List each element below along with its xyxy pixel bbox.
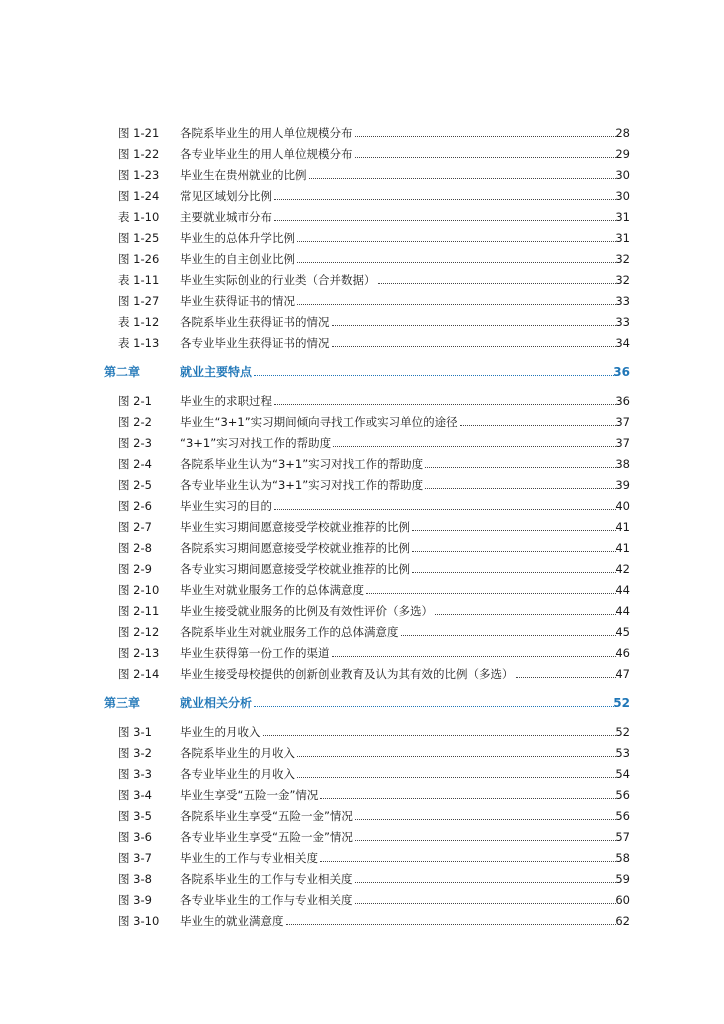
toc-entry-row[interactable]: [0, 391, 724, 412]
entry-title-line: [180, 911, 616, 932]
page-number: 34: [615, 336, 630, 350]
figure-label: 图 2-6: [118, 499, 152, 513]
page-number: 56: [615, 788, 630, 802]
toc-entry-row[interactable]: [0, 580, 724, 601]
entry-title: 各院系毕业生的月收入: [180, 746, 295, 760]
entry-title: 各院系毕业生的工作与专业相关度: [180, 872, 353, 886]
entry-title-line: [180, 690, 616, 716]
chapter-title: 就业相关分析: [180, 696, 253, 710]
toc-entry-row[interactable]: [0, 827, 724, 848]
dot-leader: [460, 425, 616, 426]
entry-title-line: [180, 359, 616, 385]
page-number: 52: [615, 725, 630, 739]
figure-label: 表 1-10: [118, 210, 160, 224]
page-number: 32: [615, 273, 630, 287]
entry-title-line: [180, 743, 616, 764]
entry-title: 各院系毕业生获得证书的情况: [180, 315, 330, 329]
entry-title-line: [180, 228, 616, 249]
page-number: 54: [615, 767, 630, 781]
entry-title-line: [180, 249, 616, 270]
page-number: 44: [615, 604, 630, 618]
dot-leader: [412, 572, 616, 573]
dot-leader: [320, 798, 616, 799]
dot-leader: [412, 551, 616, 552]
entry-title: 毕业生接受母校提供的创新创业教育及认为其有效的比例（多选）: [180, 667, 514, 681]
dot-leader: [355, 840, 616, 841]
dot-leader: [297, 241, 616, 242]
entry-title-line: [180, 165, 616, 186]
figure-label: 图 2-3: [118, 436, 152, 450]
figure-label: 图 2-11: [118, 604, 160, 618]
toc-chapter-row[interactable]: [0, 690, 724, 716]
figure-label: 图 3-9: [118, 893, 152, 907]
figure-label: 图 3-1: [118, 725, 152, 739]
entry-title-line: [180, 433, 616, 454]
entry-title-line: [180, 827, 616, 848]
toc-entry-row[interactable]: [0, 186, 724, 207]
page-number: 44: [615, 583, 630, 597]
entry-title-line: [180, 312, 616, 333]
figure-label: 图 3-2: [118, 746, 152, 760]
figure-label: 图 1-26: [118, 252, 160, 266]
entry-title: 各专业毕业生享受“五险一金”情况: [180, 830, 353, 844]
page-number: 40: [615, 499, 630, 513]
entry-title: 毕业生的工作与专业相关度: [180, 851, 318, 865]
page-number: 36: [613, 365, 630, 379]
figure-label: 图 3-5: [118, 809, 152, 823]
dot-leader: [309, 178, 617, 179]
entry-title-line: [180, 207, 616, 228]
entry-title: 各专业毕业生认为“3+1”实习对找工作的帮助度: [180, 478, 424, 492]
entry-title-line: [180, 517, 616, 538]
entry-title-line: [180, 764, 616, 785]
figure-label: 表 1-13: [118, 336, 160, 350]
dot-leader: [333, 446, 616, 447]
entry-title: 各院系毕业生对就业服务工作的总体满意度: [180, 625, 399, 639]
page-number: 31: [615, 231, 630, 245]
page-number: 37: [615, 415, 630, 429]
entry-title-line: [180, 144, 616, 165]
entry-title: 各院系毕业生的用人单位规模分布: [180, 126, 353, 140]
dot-leader: [435, 614, 616, 615]
figure-label: 图 2-5: [118, 478, 152, 492]
page-number: 47: [615, 667, 630, 681]
toc-entry-row[interactable]: [0, 412, 724, 433]
dot-leader: [425, 467, 616, 468]
dot-leader: [286, 924, 617, 925]
toc-chapter-row[interactable]: [0, 359, 724, 385]
toc-entry-row[interactable]: [0, 869, 724, 890]
dot-leader: [320, 861, 616, 862]
figure-label: 图 2-1: [118, 394, 152, 408]
entry-title: 主要就业城市分布: [180, 210, 272, 224]
entry-title: 毕业生的总体升学比例: [180, 231, 295, 245]
entry-title-line: [180, 722, 616, 743]
entry-title-line: [180, 580, 616, 601]
page-number: 30: [615, 189, 630, 203]
figure-label: 图 2-4: [118, 457, 152, 471]
entry-title-line: [180, 291, 616, 312]
dot-leader: [274, 199, 616, 200]
figure-label: 图 1-23: [118, 168, 160, 182]
page-number: 37: [615, 436, 630, 450]
dot-leader: [355, 136, 617, 137]
page-number: 57: [615, 830, 630, 844]
entry-title-line: [180, 454, 616, 475]
figure-label: 图 3-10: [118, 914, 160, 928]
page-number: 42: [615, 562, 630, 576]
toc-entry-row[interactable]: [0, 291, 724, 312]
toc-entry-row[interactable]: [0, 911, 724, 932]
toc-entry-row[interactable]: [0, 806, 724, 827]
dot-leader: [378, 283, 617, 284]
figure-label: 图 1-24: [118, 189, 160, 203]
entry-title: 常见区域划分比例: [180, 189, 272, 203]
figure-label: 图 1-22: [118, 147, 160, 161]
page-number: 28: [615, 126, 630, 140]
entry-title: 毕业生的自主创业比例: [180, 252, 295, 266]
page-number: 59: [615, 872, 630, 886]
dot-leader: [332, 346, 617, 347]
toc-entry-row[interactable]: [0, 722, 724, 743]
entry-title-line: [180, 496, 616, 517]
entry-title-line: [180, 475, 616, 496]
chapter-label: 第二章: [104, 365, 141, 379]
entry-title: 毕业生接受就业服务的比例及有效性评价（多选）: [180, 604, 433, 618]
toc-entry-row[interactable]: [0, 643, 724, 664]
dot-leader: [274, 220, 616, 221]
entry-title: 毕业生对就业服务工作的总体满意度: [180, 583, 364, 597]
entry-title: 各专业毕业生的月收入: [180, 767, 295, 781]
toc-entry-row[interactable]: [0, 538, 724, 559]
entry-title-line: [180, 123, 616, 144]
entry-title-line: [180, 869, 616, 890]
chapter-label: 第三章: [104, 696, 141, 710]
page-number: 33: [615, 294, 630, 308]
figure-label: 图 2-2: [118, 415, 152, 429]
figure-label: 表 1-12: [118, 315, 160, 329]
dot-leader: [297, 777, 616, 778]
figure-label: 图 1-25: [118, 231, 160, 245]
page-number: 32: [615, 252, 630, 266]
dot-leader: [274, 404, 616, 405]
entry-title: 毕业生的月收入: [180, 725, 261, 739]
entry-title: 毕业生在贵州就业的比例: [180, 168, 307, 182]
figure-label: 图 2-12: [118, 625, 160, 639]
page-number: 60: [615, 893, 630, 907]
dot-leader: [254, 706, 616, 707]
toc-entry-row[interactable]: [0, 270, 724, 291]
toc-entry-row[interactable]: [0, 622, 724, 643]
entry-title-line: [180, 848, 616, 869]
dot-leader: [332, 656, 617, 657]
toc-entry-row[interactable]: [0, 207, 724, 228]
dot-leader: [401, 635, 617, 636]
dot-leader: [263, 735, 617, 736]
entry-title-line: [180, 538, 616, 559]
toc-entry-row[interactable]: [0, 890, 724, 911]
entry-title-line: [180, 559, 616, 580]
toc-entry-row[interactable]: [0, 664, 724, 685]
dot-leader: [366, 593, 616, 594]
entry-title-line: [180, 622, 616, 643]
dot-leader: [297, 756, 616, 757]
figure-label: 图 2-8: [118, 541, 152, 555]
figure-label: 图 3-3: [118, 767, 152, 781]
entry-title: 各院系毕业生认为“3+1”实习对找工作的帮助度: [180, 457, 424, 471]
toc-entry-row[interactable]: [0, 785, 724, 806]
entry-title: 毕业生的就业满意度: [180, 914, 284, 928]
figure-label: 图 1-21: [118, 126, 160, 140]
entry-title: “3+1”实习对找工作的帮助度: [180, 436, 332, 450]
entry-title: 各院系实习期间愿意接受学校就业推荐的比例: [180, 541, 410, 555]
page-number: 36: [615, 394, 630, 408]
figure-label: 图 3-7: [118, 851, 152, 865]
entry-title: 各专业实习期间愿意接受学校就业推荐的比例: [180, 562, 410, 576]
chapter-title: 就业主要特点: [180, 365, 253, 379]
entry-title-line: [180, 806, 616, 827]
entry-title: 各院系毕业生享受“五险一金”情况: [180, 809, 353, 823]
entry-title: 毕业生实习期间愿意接受学校就业推荐的比例: [180, 520, 410, 534]
entry-title-line: [180, 391, 616, 412]
toc-entry-row[interactable]: [0, 312, 724, 333]
entry-title: 毕业生实际创业的行业类（合并数据）: [180, 273, 376, 287]
entry-title: 各专业毕业生的用人单位规模分布: [180, 147, 353, 161]
dot-leader: [355, 819, 616, 820]
entry-title: 毕业生实习的目的: [180, 499, 272, 513]
entry-title-line: [180, 664, 616, 685]
figure-label: 图 3-8: [118, 872, 152, 886]
entry-title-line: [180, 643, 616, 664]
page-number: 39: [615, 478, 630, 492]
page-number: 33: [615, 315, 630, 329]
toc-entry-row[interactable]: [0, 517, 724, 538]
toc-entry-row[interactable]: [0, 743, 724, 764]
dot-leader: [254, 375, 616, 376]
entry-title: 各专业毕业生的工作与专业相关度: [180, 893, 353, 907]
entry-title: 毕业生获得证书的情况: [180, 294, 295, 308]
toc-entry-row[interactable]: [0, 848, 724, 869]
toc-entry-row[interactable]: [0, 333, 724, 354]
entry-title-line: [180, 890, 616, 911]
entry-title-line: [180, 270, 616, 291]
table-of-contents: [0, 123, 724, 932]
page-number: 29: [615, 147, 630, 161]
dot-leader: [355, 157, 617, 158]
dot-leader: [332, 325, 617, 326]
toc-entry-row[interactable]: [0, 123, 724, 144]
entry-title-line: [180, 412, 616, 433]
entry-title-line: [180, 186, 616, 207]
page-number: 58: [615, 851, 630, 865]
toc-entry-row[interactable]: [0, 454, 724, 475]
figure-label: 图 2-9: [118, 562, 152, 576]
entry-title: 毕业生的求职过程: [180, 394, 272, 408]
toc-entry-row[interactable]: [0, 228, 724, 249]
dot-leader: [355, 903, 617, 904]
page-number: 56: [615, 809, 630, 823]
toc-entry-row[interactable]: [0, 144, 724, 165]
dot-leader: [412, 530, 616, 531]
dot-leader: [274, 509, 616, 510]
entry-title-line: [180, 785, 616, 806]
dot-leader: [297, 304, 616, 305]
figure-label: 图 2-13: [118, 646, 160, 660]
toc-entry-row[interactable]: [0, 165, 724, 186]
toc-entry-row[interactable]: [0, 764, 724, 785]
entry-title: 毕业生“3+1”实习期间倾向寻找工作或实习单位的途径: [180, 415, 458, 429]
dot-leader: [425, 488, 616, 489]
entry-title: 毕业生获得第一份工作的渠道: [180, 646, 330, 660]
toc-entry-row[interactable]: [0, 475, 724, 496]
toc-entry-row[interactable]: [0, 601, 724, 622]
toc-entry-row[interactable]: [0, 249, 724, 270]
entry-title-line: [180, 333, 616, 354]
figure-label: 表 1-11: [118, 273, 160, 287]
entry-title: 毕业生享受“五险一金”情况: [180, 788, 319, 802]
page-number: 46: [615, 646, 630, 660]
figure-label: 图 1-27: [118, 294, 160, 308]
page-number: 31: [615, 210, 630, 224]
entry-title-line: [180, 601, 616, 622]
page-number: 62: [615, 914, 630, 928]
page-number: 38: [615, 457, 630, 471]
toc-entry-row[interactable]: [0, 559, 724, 580]
dot-leader: [297, 262, 616, 263]
page-number: 30: [615, 168, 630, 182]
page-number: 53: [615, 746, 630, 760]
page-number: 41: [615, 541, 630, 555]
toc-entry-row[interactable]: [0, 496, 724, 517]
figure-label: 图 3-6: [118, 830, 152, 844]
page-number: 41: [615, 520, 630, 534]
toc-entry-row[interactable]: [0, 433, 724, 454]
page-number: 52: [613, 696, 630, 710]
entry-title: 各专业毕业生获得证书的情况: [180, 336, 330, 350]
page-number: 45: [615, 625, 630, 639]
dot-leader: [355, 882, 617, 883]
figure-label: 图 2-7: [118, 520, 152, 534]
figure-label: 图 2-14: [118, 667, 160, 681]
figure-label: 图 2-10: [118, 583, 160, 597]
figure-label: 图 3-4: [118, 788, 152, 802]
